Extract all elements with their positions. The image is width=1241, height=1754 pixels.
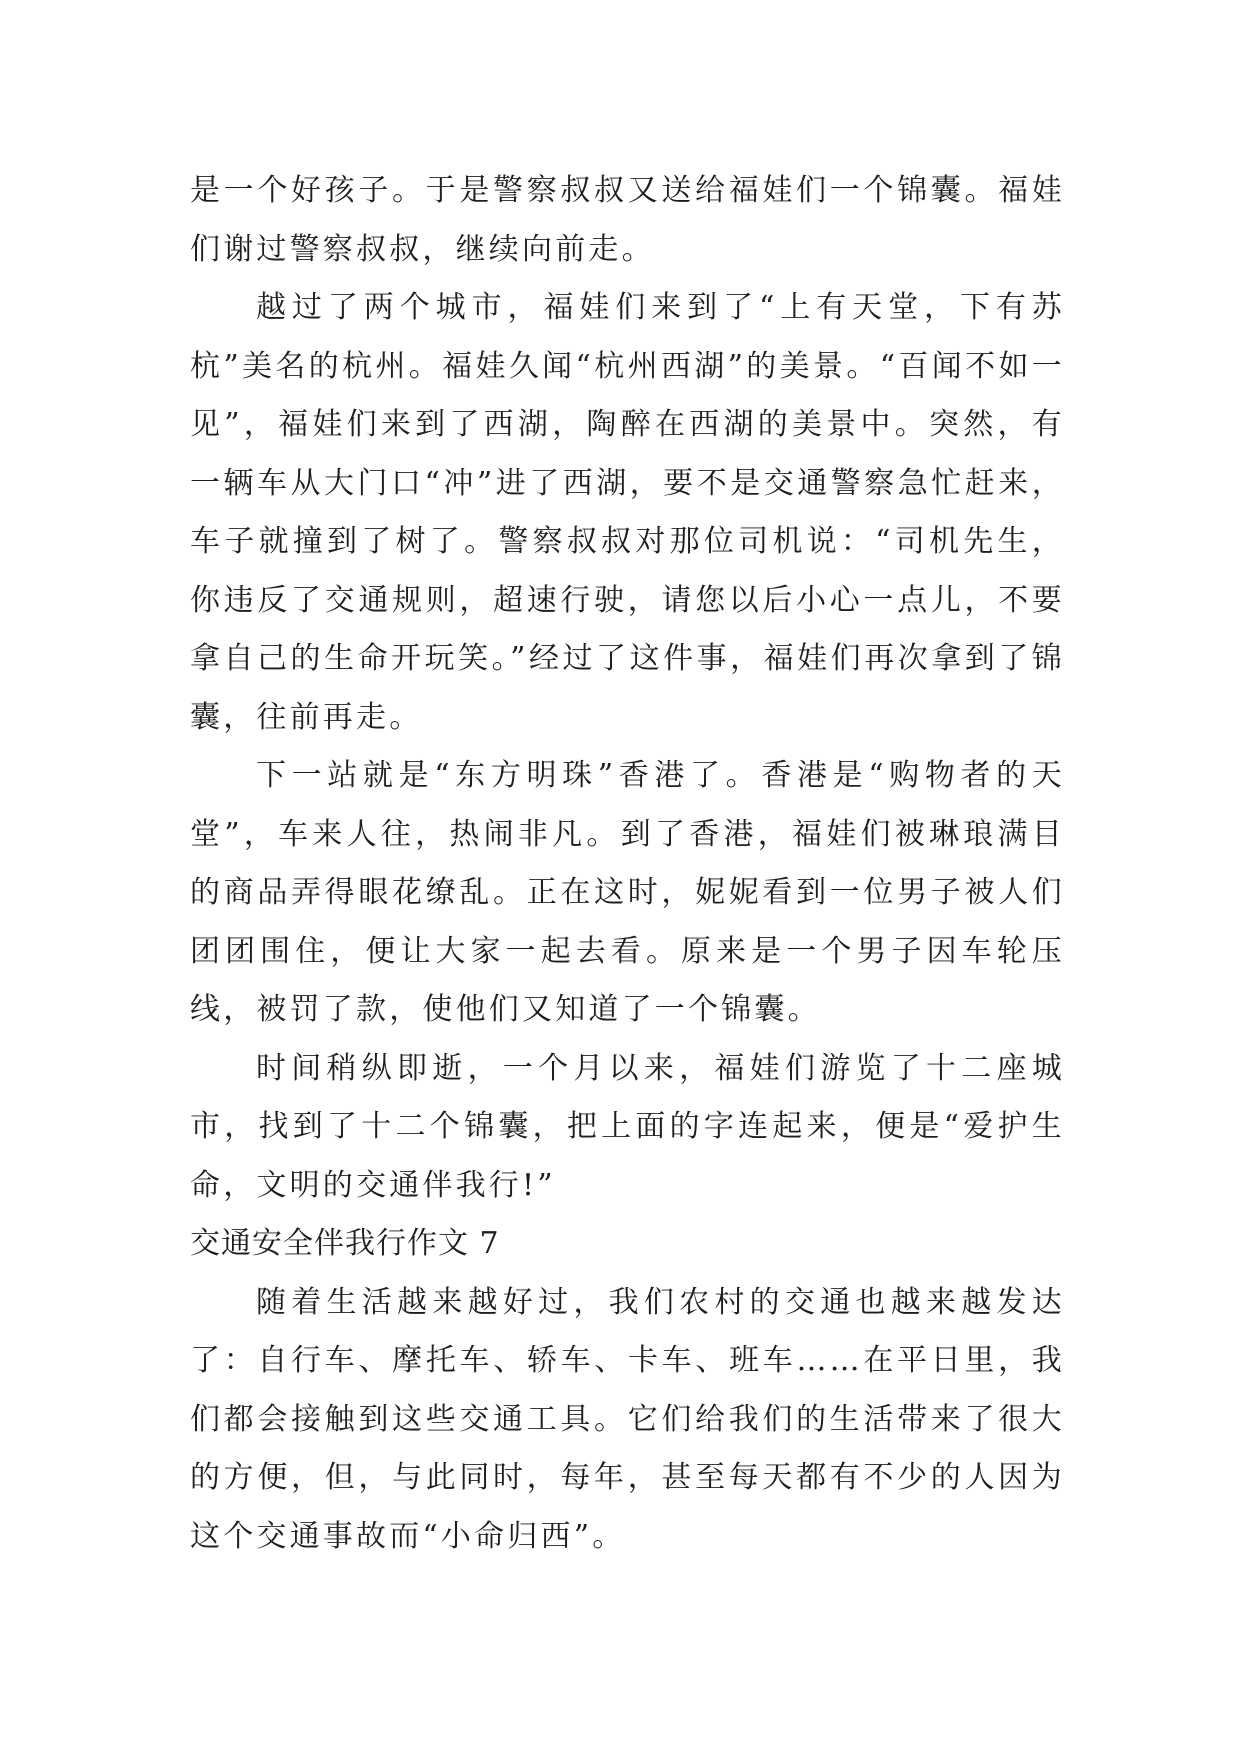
- paragraph-hangzhou: 越过了两个城市，福娃们来到了“上有天堂，下有苏杭”美名的杭州。福娃久闻“杭州西湖”的美景。“百闻不如一见”，福娃们来到了西湖，陶醉在西湖的美景中。突然，有一辆车从大门口“冲”进了西湖，要不是交通警察急忙赶来，车子就撞到了树了。警察叔叔对那位司机说：“司机先生，你违反了交通规则，超速行驶，请您以后小心一点儿，不要拿自己的生命开玩笑。”经过了这件事，福娃们再次拿到了锦囊，往前再走。: [190, 290, 1065, 735]
- paragraph-section-intro: 随着生活越来越好过，我们农村的交通也越来越发达了：自行车、摩托车、轿车、卡车、班车……在平日里，我们都会接触到这些交通工具。它们给我们的生活带来了很大的方便，但，与此同时，每年，甚至每天都有不少的人因为这个交通事故而“小命归西”。: [190, 1284, 1065, 1554]
- document-page: [190, 162, 1065, 1566]
- paragraph-hongkong: 下一站就是“东方明珠”香港了。香港是“购物者的天堂”，车来人往，热闹非凡。到了香港，福娃们被琳琅满目的商品弄得眼花缭乱。正在这时，妮妮看到一位男子被人们团团围住，便让大家一起去看。原来是一个男子因车轮压线，被罚了款，使他们又知道了一个锦囊。: [190, 758, 1065, 1027]
- section-heading: 交通安全伴我行作文 7: [190, 1226, 500, 1261]
- paragraph-conclusion: 时间稍纵即逝，一个月以来，福娃们游览了十二座城市，找到了十二个锦囊，把上面的字连起来，便是“爱护生命，文明的交通伴我行!”: [190, 1050, 1065, 1203]
- paragraph-continuation: 是一个好孩子。于是警察叔叔又送给福娃们一个锦囊。福娃们谢过警察叔叔，继续向前走。: [190, 173, 1065, 267]
